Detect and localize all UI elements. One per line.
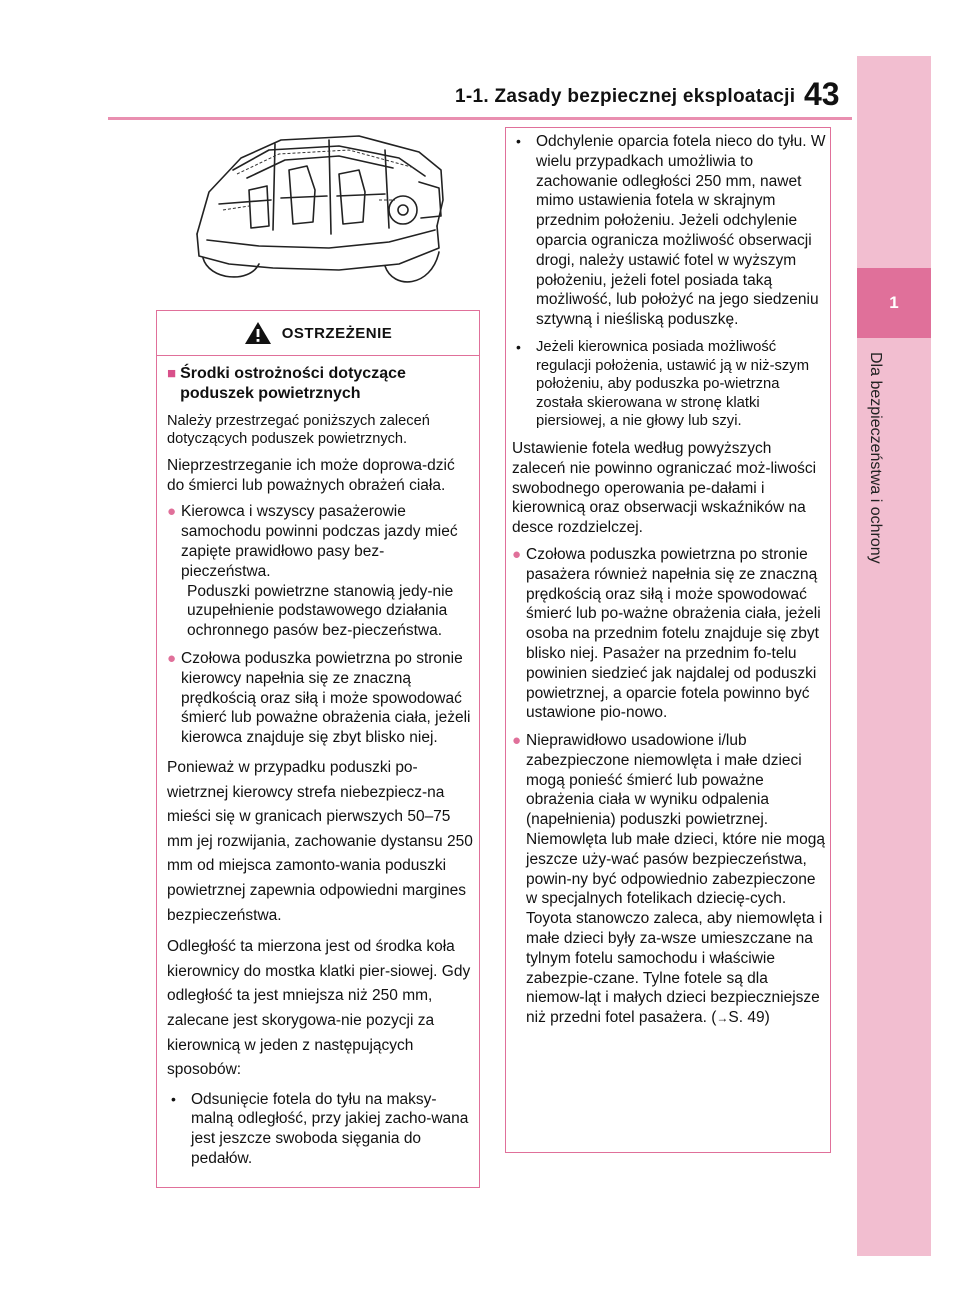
header-divider <box>108 117 852 120</box>
warning-box-continued <box>505 127 831 1153</box>
airbag-precautions-heading: ■ Środki ostrożności dotyczące poduszek powietrznych <box>167 365 406 402</box>
paragraph: Odległość ta mierzona jest od środka koła kierownicy do mostka klatki pier-siowej. Gdy odległość ta jest mniejsza niż 250 mm, zalecane jest skorygowa-nie pozycji za kierownicą w jeden z następujących sposobów: <box>167 938 471 1079</box>
dot-bullet-icon: • <box>171 1090 176 1107</box>
list-item: ● Czołowa poduszka powietrzna po stronie pasażera również napełnia się ze znaczną prędkością oraz siłą i może spowodować śmierć lub po-ważne obrażenia ciała, jeżeli osoba na przednim fotelu znajduje się zbyt blisko niej. Pasażer na przednim fo-telu powinien siedzieć jak najdalej od poduszki powietrznej, a oparcie fotela powinno być ustawione pio-nowo. <box>512 545 821 722</box>
list-item: ● Kierowca i wszyscy pasażerowie samochodu powinni podczas jazdy mieć zapięte prawidłowo pasy bez-pieczeństwa. Poduszki powietrzne stanowią jedy-nie uzupełnienie podstawowego działania ochronnego pasów bez-pieczeństwa. <box>167 503 458 640</box>
intro-warning-text: Nieprzestrzeganie ich może doprowa-dzić do śmierci lub poważnych obrażeń ciała. <box>167 456 455 494</box>
warning-box <box>156 310 480 1188</box>
list-item: • Odsunięcie fotela do tyłu na maksy-malną odległość, przy jakiej zacho-wana jest jeszcze swoboda sięgania do pedałów. <box>167 1090 473 1169</box>
chapter-number-tab[interactable]: 1 <box>857 268 931 338</box>
dot-bullet-icon: • <box>516 133 521 149</box>
circle-bullet-icon: ● <box>167 503 177 521</box>
circle-bullet-icon: ● <box>512 545 522 563</box>
car-airbag-illustration <box>189 130 447 300</box>
chapter-side-tab <box>857 56 931 1256</box>
page-number: 43 <box>804 76 840 112</box>
list-item: ● Czołowa poduszka powietrzna po stronie kierowcy napełnia się ze znaczną prędkością oraz siłą i może spowodować śmierć lub poważne obrażenia ciała, jeżeli kierowca znajduje się zbyt blisko niej. <box>167 649 471 747</box>
list-item: • Odchylenie oparcia fotela nieco do tyłu. W wielu przypadkach umożliwia to zachowanie odległości 250 mm, nawet mimo ustawienia fotela w skrajnym przednim położeniu. Jeżeli odchylenie oparcia ogranicza możliwość obserwacji drogi, należy ustawić fotel w wyższym położeniu, jeżeli fotel posiada taką możliwość, lub położyć na jego siedzeniu sztywną i nieśliską poduszkę. <box>512 132 826 330</box>
circle-bullet-icon: ● <box>512 732 522 750</box>
paragraph: Ponieważ w przypadku poduszki po-wietrznej kierowcy strefa niebezpiecz-na mieści się w granicach pierwszych 50–75 mm jej rozwijania, zachowanie dystansu 250 mm od miejsca zamonto-wania poduszki powietrznej zapewnia odpowiedni margines bezpieczeństwa. <box>167 758 473 924</box>
warning-title: OSTRZEŻENIE <box>281 324 393 342</box>
warning-triangle-icon <box>244 321 272 345</box>
list-item: ● Nieprawidłowo usadowione i/lub zabezpieczone niemowlęta i małe dzieci mogą ponieść śmierć lub poważne obrażenia ciała w wyniku odpalenia (napełnienia) poduszki powietrznej. Niemowlęta lub małe dzieci, które nie mogą jeszcze uży-wać pasów bezpieczeństwa, powin-ny być odpowiednio zabezpieczone w specjalnych fotelikach dziecię-cych. Toyota stanowczo zaleca, aby niemowlęta i małe dzieci były za-wsze umieszczane na tylnym fotelu samochodu i właściwie zabezpie-czane. Tylne fotele są dla niemow-ląt i małych dzieci bezpieczniejsze niż przedni fotel pasażera. (→S. 49) <box>512 731 826 1029</box>
arrow-right-icon: → <box>716 1011 729 1026</box>
paragraph: Ustawienie fotela według powyższych zaleceń nie powinno ograniczać moż-liwości swobodnego operowania pe-dałami i kierownicą oraz obserwacji wskaźników na desce rozdzielczej. <box>512 439 817 537</box>
intro-text: Należy przestrzegać poniższych zaleceń dotyczących poduszek powietrznych. <box>167 413 430 448</box>
warning-header <box>157 311 479 356</box>
page-reference-link[interactable]: S. 49) <box>728 1009 770 1027</box>
dot-bullet-icon: • <box>516 338 521 355</box>
square-bullet-icon: ■ <box>167 365 177 382</box>
section-title: 1-1. Zasady bezpiecznej eksploatacji <box>455 86 796 107</box>
chapter-title: Dla bezpieczeństwa i ochrony <box>867 352 884 564</box>
list-item: • Jeżeli kierownica posiada możliwość regulacji położenia, ustawić ją w niż-szym położeniu, aby poduszka po-wietrzna została skierowana w stronę klatki piersiowej, a nie głowy lub szyi. <box>512 338 826 431</box>
circle-bullet-icon: ● <box>167 649 177 667</box>
